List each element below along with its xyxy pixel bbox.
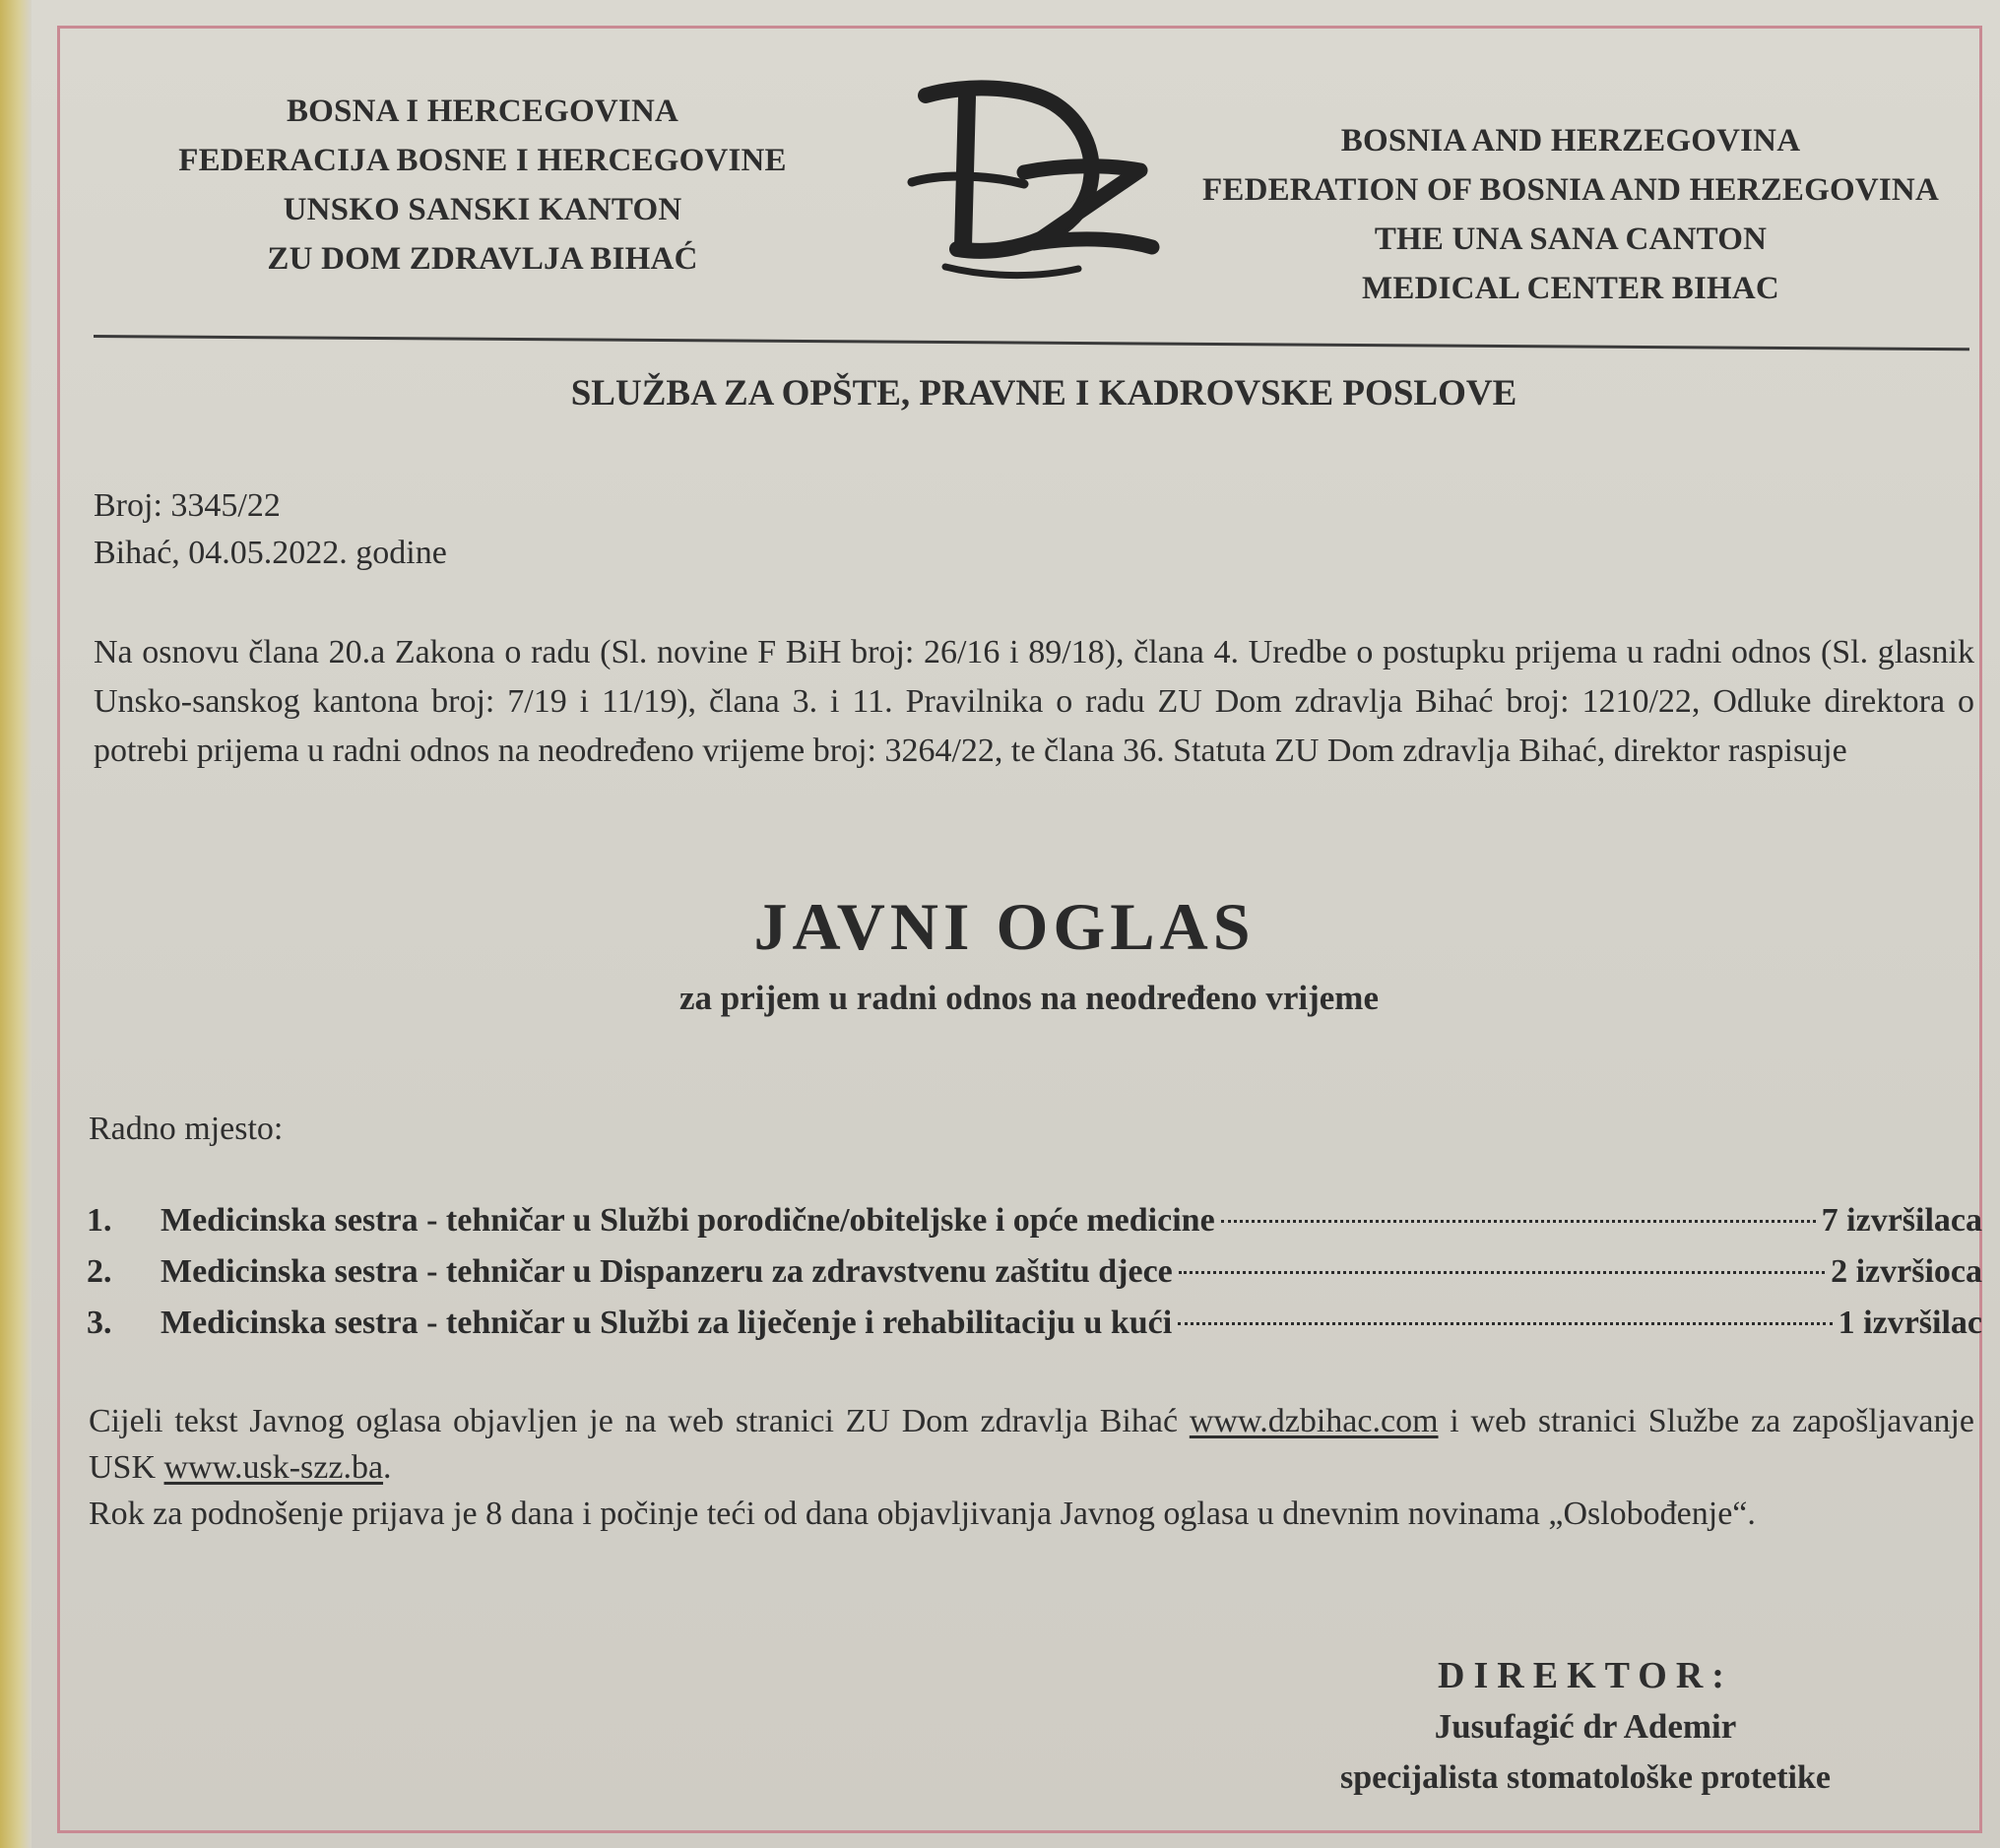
dot-leader [1221,1220,1816,1223]
header-right-line: BOSNIA AND HERZEGOVINA [1340,123,1801,159]
dzbihac-link[interactable]: www.dzbihac.com [1189,1403,1439,1439]
ad-subtitle: za prijem u radni odnos na neodređeno vrijeme [678,979,1380,1017]
header-left-block [148,87,817,284]
positions-label: Radno mjesto: [89,1111,284,1147]
intro-paragraph: Na osnovu člana 20.a Zakona o radu (Sl. novine F BiH broj: 26/16 i 89/18), člana 4. Uredbe o postupku prijema u radni odnos (Sl. glasnik Unsko-sanskog kantona broj: 7/19 i 11/19), člana 3. i 11. Pravilnika o radu ZU Dom zdravlja Bihać broj: 1210/22, Odluke direktora o potrebi prijema u radni odnos na neodređeno vrijeme broj: 3264/22, te člana 36. Statuta ZU Dom zdravlja Bihać, direktor raspisuje [94,634,1974,769]
document-meta [94,482,447,577]
position-count: 1 izvršilac [1838,1305,1982,1341]
position-item [87,1246,1982,1298]
document-place-date: Bihać, 04.05.2022. godine [94,535,447,571]
position-count: 7 izvršilaca [1821,1202,1982,1239]
dom-zdravlja-logo [906,74,1162,290]
closing-paragraph [89,1398,1974,1537]
header-left-line: BOSNA I HERCEGOVINA [286,94,679,129]
signature-block [1251,1650,1920,1804]
deadline-note: Rok za podnošenje prijava je 8 dana i počinje teći od dana objavljivanja Javnog oglasa u dnevnim novinama „Oslobođenje“. [89,1496,1756,1532]
header-right-block [1187,116,1955,313]
position-title: Medicinska sestra - tehničar u Službi porodične/obiteljske i opće medicine [161,1202,1215,1239]
service-title: SLUŽBA ZA OPŠTE, PRAVNE I KADROVSKE POSLOVE [570,373,1517,414]
publication-text: . [383,1449,392,1486]
ad-title: JAVNI OGLAS [753,889,1256,964]
header-left-line: ZU DOM ZDRAVLJA BIHAĆ [267,241,698,277]
header-left-line: FEDERACIJA BOSNE I HERCEGOVINE [178,143,787,178]
header-right-line: FEDERATION OF BOSNIA AND HERZEGOVINA [1202,172,1939,208]
publication-note [89,1398,1974,1491]
usk-szz-link[interactable]: www.usk-szz.ba [163,1449,384,1486]
position-number: 2. [87,1253,112,1290]
header-right-line: MEDICAL CENTER BIHAC [1362,271,1779,306]
position-number: 3. [87,1305,112,1341]
position-item [87,1195,1982,1246]
publication-text: i web stranici Službe za zapošljavanje USK [89,1403,1974,1486]
positions-list [87,1195,1982,1349]
position-title: Medicinska sestra - tehničar u Dispanzeru za zdravstvenu zaštitu djece [161,1253,1173,1290]
signatory-specialty: specijalista stomatološke protetike [1340,1759,1831,1796]
publication-text: Cijeli tekst Javnog oglasa objavljen je na web stranici ZU Dom zdravlja Bihać [89,1403,1190,1439]
header-left-line: UNSKO SANSKI KANTON [283,192,682,227]
position-count: 2 izvršioca [1831,1253,1982,1290]
dot-leader [1179,1271,1825,1274]
position-item [87,1298,1982,1349]
position-title: Medicinska sestra - tehničar u Službi za liječenje i rehabilitaciju u kući [161,1305,1173,1341]
document-number: Broj: 3345/22 [94,487,281,524]
position-number: 1. [87,1202,112,1239]
signatory-role: DIREKTOR: [1438,1655,1733,1696]
signatory-name: Jusufagić dr Ademir [1434,1707,1737,1746]
dot-leader [1178,1322,1832,1325]
header-right-line: THE UNA SANA CANTON [1374,222,1768,257]
adjacent-page-edge [0,0,32,1848]
